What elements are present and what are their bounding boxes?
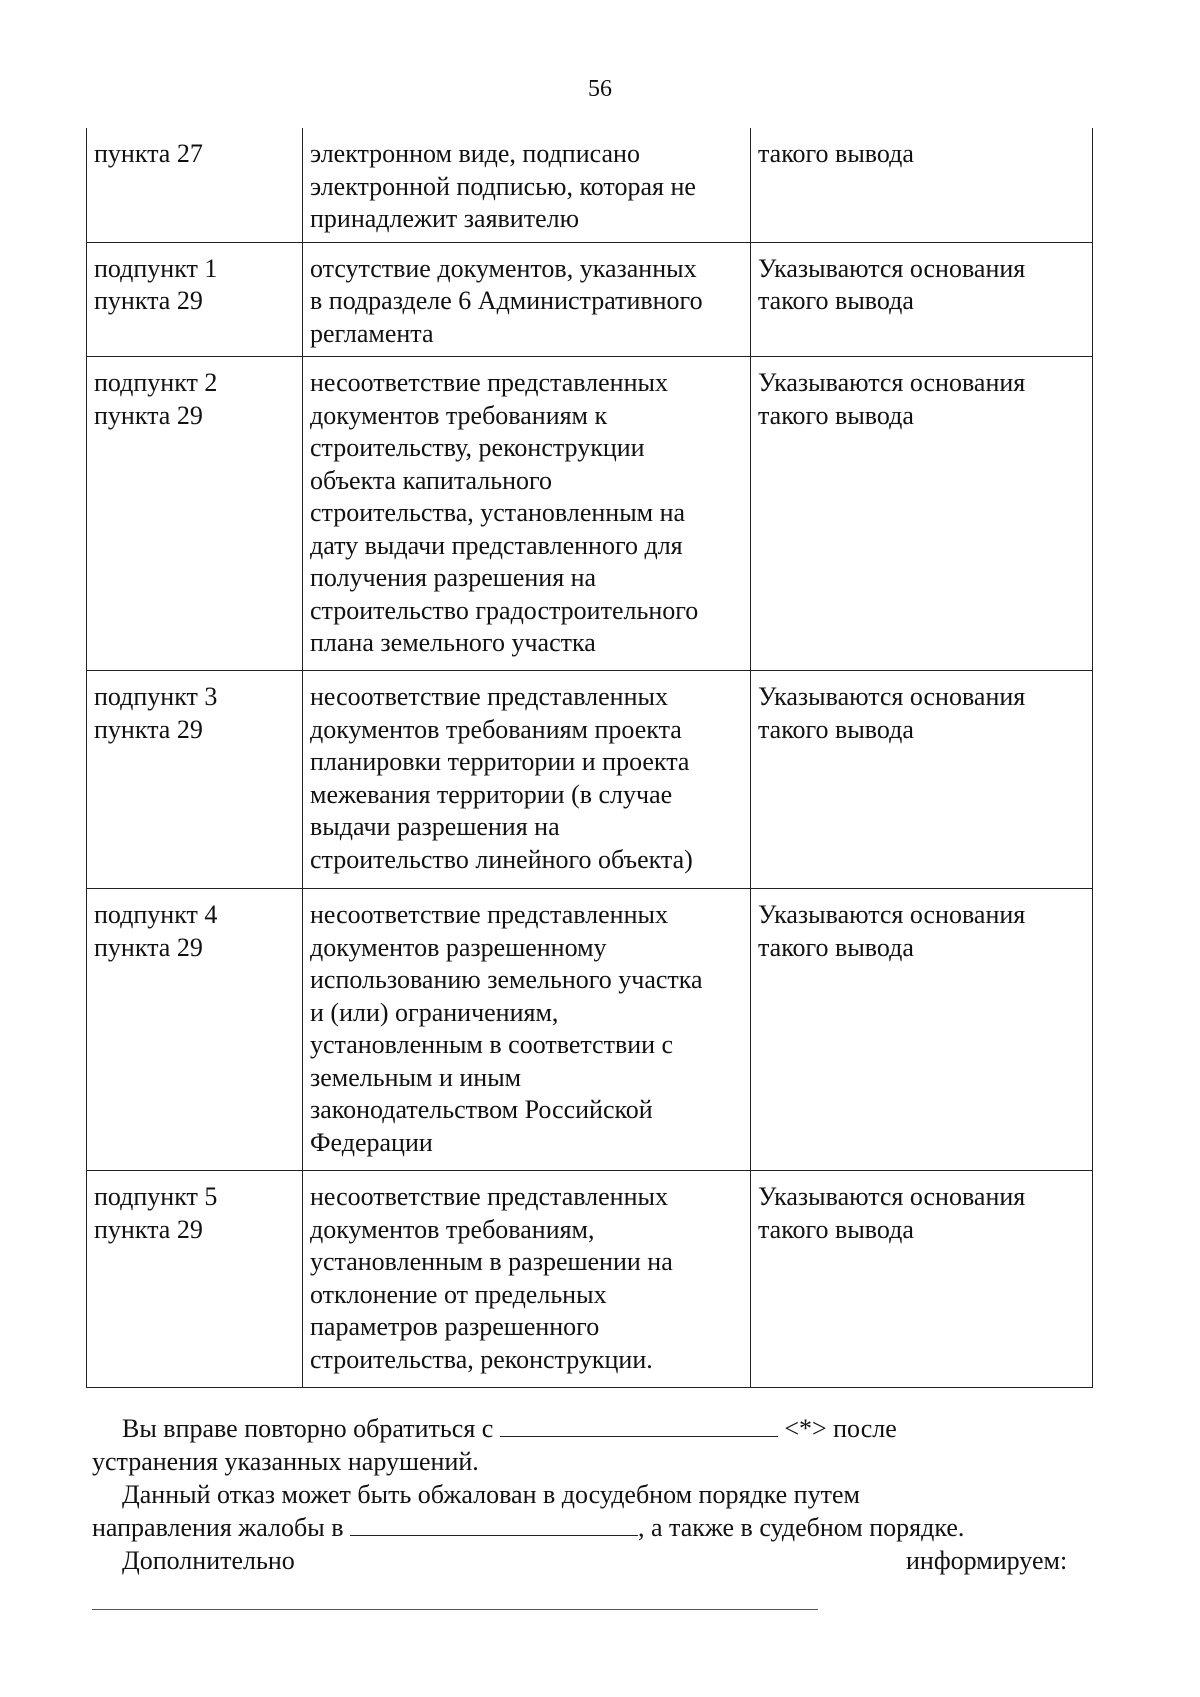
paragraph-appeal-line2 bbox=[92, 1512, 964, 1545]
additional-info-line[interactable] bbox=[92, 1609, 818, 1610]
cell-note: Указываются основания такого вывода bbox=[751, 671, 1093, 889]
cell-reference: пункта 27 bbox=[87, 128, 303, 242]
cell-reference: подпункт 2 пункта 29 bbox=[87, 357, 303, 671]
cell-reason: несоответствие представленных документов требованиям проекта планировки территории и проекта межевания территории (в случае выдачи разрешения на строительство линейного объекта) bbox=[303, 671, 751, 889]
table-row bbox=[87, 242, 1093, 357]
paragraph-additional-left: Дополнительно bbox=[122, 1546, 295, 1575]
cell-note: Указываются основания такого вывода bbox=[751, 357, 1093, 671]
cell-reason: электронном виде, подписано электронной подписью, которая не принадлежит заявителю bbox=[303, 128, 751, 242]
cell-reference: подпункт 5 пункта 29 bbox=[87, 1171, 303, 1388]
table-row bbox=[87, 889, 1093, 1171]
cell-note: Указываются основания такого вывода bbox=[751, 889, 1093, 1171]
cell-reference: подпункт 3 пункта 29 bbox=[87, 671, 303, 889]
refusal-grounds-table bbox=[86, 128, 1093, 1388]
retry-footnote-mark: <*> после bbox=[784, 1414, 897, 1443]
cell-reason: отсутствие документов, указанных в подразделе 6 Административного регламента bbox=[303, 242, 751, 357]
cell-reason: несоответствие представленных документов требованиям, установленным в разрешении на отклонение от предельных параметров разрешенного строительства, реконструкции. bbox=[303, 1171, 751, 1388]
cell-reason: несоответствие представленных документов требованиям к строительству, реконструкции объекта капитального строительства, установленным на дату выдачи представленного для получения разрешения на строительство градостроительного плана земельного участка bbox=[303, 357, 751, 671]
retry-blank-field[interactable] bbox=[500, 1414, 778, 1437]
table-row bbox=[87, 357, 1093, 671]
cell-reference: подпункт 1 пункта 29 bbox=[87, 242, 303, 357]
appeal-blank-field[interactable] bbox=[350, 1513, 638, 1536]
table-row bbox=[87, 1171, 1093, 1388]
paragraph-retry-line2: устранения указанных нарушений. bbox=[92, 1447, 479, 1476]
cell-note: Указываются основания такого вывода bbox=[751, 242, 1093, 357]
cell-reason: несоответствие представленных документов разрешенному использованию земельного участка и (или) ограничениям, установленным в соответствии с земельным и иным законодательством Российской Федерации bbox=[303, 889, 751, 1171]
cell-note: такого вывода bbox=[751, 128, 1093, 242]
table-row bbox=[87, 128, 1093, 242]
cell-reference: подпункт 4 пункта 29 bbox=[87, 889, 303, 1171]
page-number: 56 bbox=[588, 76, 612, 102]
table-row bbox=[87, 671, 1093, 889]
paragraph-additional-right: информируем: bbox=[906, 1546, 1068, 1575]
appeal-text: направления жалобы в bbox=[92, 1513, 344, 1542]
cell-note: Указываются основания такого вывода bbox=[751, 1171, 1093, 1388]
paragraph-retry bbox=[122, 1413, 897, 1446]
retry-text: Вы вправе повторно обратиться с bbox=[122, 1414, 494, 1443]
paragraph-appeal: Данный отказ может быть обжалован в досудебном порядке путем bbox=[122, 1480, 860, 1509]
appeal-text-end: , а также в судебном порядке. bbox=[637, 1513, 965, 1542]
